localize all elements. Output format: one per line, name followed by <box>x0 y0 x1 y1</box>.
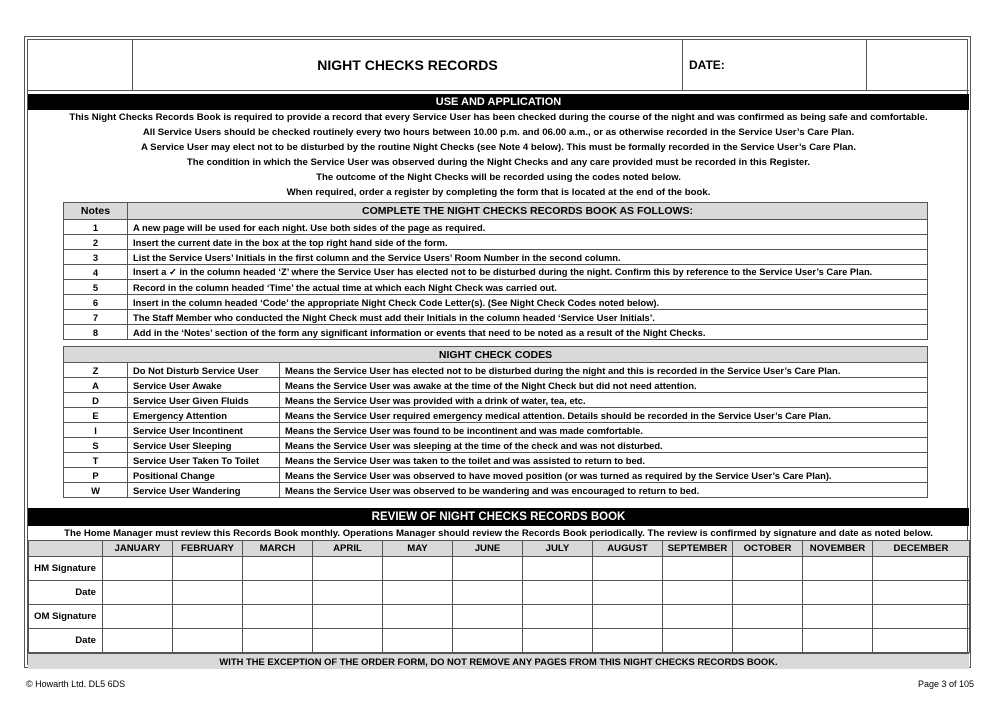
use-line: The outcome of the Night Checks will be recorded using the codes noted below. <box>316 172 681 183</box>
note-row <box>64 235 928 250</box>
signature-cell[interactable] <box>243 557 313 581</box>
code-letter: D <box>64 393 128 408</box>
review-row-om-date <box>29 629 970 653</box>
code-meaning: Means the Service User required emergency medical attention. Details should be recorded in the Service User’s Care Plan. <box>280 408 928 423</box>
code-row <box>64 468 928 483</box>
notes-heading: COMPLETE THE NIGHT CHECKS RECORDS BOOK AS FOLLOWS: <box>128 203 928 220</box>
signature-cell[interactable] <box>383 605 453 629</box>
use-line: A Service User may elect not to be disturbed by the routine Night Checks (see Note 4 below). This must be formally recorded in the Service User’s Care Plan. <box>140 142 857 153</box>
note-row <box>64 280 928 295</box>
signature-cell[interactable] <box>523 557 593 581</box>
date-cell[interactable] <box>523 629 593 653</box>
copyright-text: © Howarth Ltd. DL5 6DS <box>26 679 126 689</box>
note-number: 4 <box>64 265 128 280</box>
note-row <box>64 265 928 280</box>
use-line: When required, order a register by completing the form that is located at the end of the book. <box>286 187 711 198</box>
date-cell[interactable] <box>593 629 663 653</box>
do-not-remove-warning: WITH THE EXCEPTION OF THE ORDER FORM, DO NOT REMOVE ANY PAGES FROM THIS NIGHT CHECKS RECORDS BOOK. <box>28 653 969 669</box>
review-row-hm-signature <box>29 557 970 581</box>
code-name: Emergency Attention <box>128 408 280 423</box>
code-name: Service User Sleeping <box>128 438 280 453</box>
date-cell[interactable] <box>383 581 453 605</box>
page-title: NIGHT CHECKS RECORDS <box>133 40 683 90</box>
signature-cell[interactable] <box>663 605 733 629</box>
title-row <box>28 40 969 91</box>
signature-cell[interactable] <box>173 605 243 629</box>
row-label: Date <box>29 629 103 653</box>
month-header: FEBRUARY <box>173 541 243 557</box>
use-line: This Night Checks Records Book is required to provide a record that every Service User has been checked during the course of the night and was confirmed as being safe and comfortable. <box>69 112 928 123</box>
note-row <box>64 325 928 340</box>
date-cell[interactable] <box>733 581 803 605</box>
row-label: Date <box>29 581 103 605</box>
note-row <box>64 310 928 325</box>
note-text: A new page will be used for each night. Use both sides of the page as required. <box>128 220 928 235</box>
code-meaning: Means the Service User was sleeping at the time of the check and was not disturbed. <box>280 438 928 453</box>
signature-cell[interactable] <box>313 605 383 629</box>
code-row <box>64 378 928 393</box>
date-cell[interactable] <box>383 629 453 653</box>
note-row <box>64 250 928 265</box>
note-number: 8 <box>64 325 128 340</box>
month-header: NOVEMBER <box>803 541 873 557</box>
code-meaning: Means the Service User was found to be incontinent and was made comfortable. <box>280 423 928 438</box>
month-header: MARCH <box>243 541 313 557</box>
row-label: OM Signature <box>29 605 103 629</box>
review-row-hm-date <box>29 581 970 605</box>
code-letter: I <box>64 423 128 438</box>
code-name: Service User Awake <box>128 378 280 393</box>
code-meaning: Means the Service User has elected not to be disturbed during the night and this is recorded in the Service User’s Care Plan. <box>280 363 928 378</box>
code-name: Do Not Disturb Service User <box>128 363 280 378</box>
code-name: Service User Taken To Toilet <box>128 453 280 468</box>
review-corner <box>29 541 103 557</box>
note-text: The Staff Member who conducted the Night Check must add their Initials in the column headed ‘Service User Initials’. <box>128 310 928 325</box>
code-letter: T <box>64 453 128 468</box>
code-row <box>64 438 928 453</box>
review-table <box>28 540 970 653</box>
code-name: Positional Change <box>128 468 280 483</box>
note-text: Insert the current date in the box at the top right hand side of the form. <box>128 235 928 250</box>
note-text: Insert in the column headed ‘Code’ the appropriate Night Check Code Letter(s). (See Night Check Codes noted below). <box>128 295 928 310</box>
note-row <box>64 295 928 310</box>
date-cell[interactable] <box>803 581 873 605</box>
date-cell[interactable] <box>103 629 173 653</box>
date-cell[interactable] <box>873 629 970 653</box>
date-cell[interactable] <box>803 629 873 653</box>
month-header: JUNE <box>453 541 523 557</box>
month-header: JULY <box>523 541 593 557</box>
code-meaning: Means the Service User was provided with a drink of water, tea, etc. <box>280 393 928 408</box>
code-row <box>64 453 928 468</box>
signature-cell[interactable] <box>803 605 873 629</box>
note-row <box>64 220 928 235</box>
notes-column-header: Notes <box>64 203 128 220</box>
code-meaning: Means the Service User was observed to have moved position (or was turned as required by the Service User’s Care Plan). <box>280 468 928 483</box>
review-instruction: The Home Manager must review this Records Book monthly. Operations Manager should review the Records Book periodically. The review is confirmed by signature and date as noted below. <box>64 528 933 539</box>
month-header: MAY <box>383 541 453 557</box>
code-letter: W <box>64 483 128 498</box>
date-cell[interactable] <box>313 581 383 605</box>
form-frame <box>24 36 971 668</box>
date-cell[interactable] <box>873 581 970 605</box>
note-number: 6 <box>64 295 128 310</box>
logo-cell <box>28 40 133 90</box>
date-cell[interactable] <box>453 581 523 605</box>
signature-cell[interactable] <box>803 557 873 581</box>
code-letter: A <box>64 378 128 393</box>
signature-cell[interactable] <box>173 557 243 581</box>
note-text: Add in the ‘Notes’ section of the form any significant information or events that need to be noted as a result of the Night Checks. <box>128 325 928 340</box>
date-cell[interactable] <box>453 629 523 653</box>
date-cell[interactable] <box>663 629 733 653</box>
code-row <box>64 483 928 498</box>
signature-cell[interactable] <box>313 557 383 581</box>
month-header: APRIL <box>313 541 383 557</box>
signature-cell[interactable] <box>593 605 663 629</box>
code-meaning: Means the Service User was observed to be wandering and was encouraged to return to bed. <box>280 483 928 498</box>
codes-table <box>63 346 928 498</box>
signature-cell[interactable] <box>103 557 173 581</box>
date-cell[interactable] <box>663 581 733 605</box>
signature-cell[interactable] <box>103 605 173 629</box>
month-header: SEPTEMBER <box>663 541 733 557</box>
note-number: 1 <box>64 220 128 235</box>
month-header: JANUARY <box>103 541 173 557</box>
note-number: 7 <box>64 310 128 325</box>
signature-cell[interactable] <box>243 605 313 629</box>
date-cell[interactable] <box>243 581 313 605</box>
review-header-row <box>29 541 970 557</box>
date-field[interactable] <box>867 40 969 90</box>
signature-cell[interactable] <box>383 557 453 581</box>
code-name: Service User Given Fluids <box>128 393 280 408</box>
code-name: Service User Wandering <box>128 483 280 498</box>
code-row <box>64 363 928 378</box>
note-number: 2 <box>64 235 128 250</box>
code-meaning: Means the Service User was taken to the toilet and was assisted to return to bed. <box>280 453 928 468</box>
date-cell[interactable] <box>593 581 663 605</box>
use-line: The condition in which the Service User was observed during the Night Checks and any care provided must be recorded in this Register. <box>186 157 811 168</box>
signature-cell[interactable] <box>593 557 663 581</box>
page-number: Page 3 of 105 <box>917 679 974 689</box>
signature-cell[interactable] <box>663 557 733 581</box>
date-cell[interactable] <box>523 581 593 605</box>
code-row <box>64 408 928 423</box>
code-letter: Z <box>64 363 128 378</box>
use-application-heading: USE AND APPLICATION <box>28 94 969 110</box>
signature-cell[interactable] <box>733 557 803 581</box>
date-cell[interactable] <box>103 581 173 605</box>
month-header: AUGUST <box>593 541 663 557</box>
row-label: HM Signature <box>29 557 103 581</box>
notes-table <box>63 202 928 340</box>
date-cell[interactable] <box>313 629 383 653</box>
code-letter: E <box>64 408 128 423</box>
signature-cell[interactable] <box>453 557 523 581</box>
signature-cell[interactable] <box>733 605 803 629</box>
month-header: DECEMBER <box>873 541 970 557</box>
date-label: DATE: <box>683 40 867 90</box>
signature-cell[interactable] <box>453 605 523 629</box>
note-text: Insert a ✓ in the column headed ‘Z’ where the Service User has elected not to be disturbed during the night. Confirm this by reference to the Service User’s Care Plan. <box>128 265 928 280</box>
signature-cell[interactable] <box>873 557 970 581</box>
use-line: All Service Users should be checked routinely every two hours between 10.00 p.m. and 06.00 a.m., or as otherwise recorded in the Service User’s Care Plan. <box>142 127 855 138</box>
codes-heading: NIGHT CHECK CODES <box>64 347 928 363</box>
code-row <box>64 423 928 438</box>
month-header: OCTOBER <box>733 541 803 557</box>
signature-cell[interactable] <box>523 605 593 629</box>
date-cell[interactable] <box>173 629 243 653</box>
note-number: 3 <box>64 250 128 265</box>
code-letter: P <box>64 468 128 483</box>
code-meaning: Means the Service User was awake at the time of the Night Check but did not need attention. <box>280 378 928 393</box>
date-cell[interactable] <box>733 629 803 653</box>
date-cell[interactable] <box>173 581 243 605</box>
date-cell[interactable] <box>243 629 313 653</box>
review-row-om-signature <box>29 605 970 629</box>
signature-cell[interactable] <box>873 605 970 629</box>
note-text: Record in the column headed ‘Time’ the actual time at which each Night Check was carried out. <box>128 280 928 295</box>
code-letter: S <box>64 438 128 453</box>
note-number: 5 <box>64 280 128 295</box>
code-name: Service User Incontinent <box>128 423 280 438</box>
code-row <box>64 393 928 408</box>
review-heading: REVIEW OF NIGHT CHECKS RECORDS BOOK <box>28 508 969 526</box>
note-text: List the Service Users’ Initials in the first column and the Service Users’ Room Number in the second column. <box>128 250 928 265</box>
